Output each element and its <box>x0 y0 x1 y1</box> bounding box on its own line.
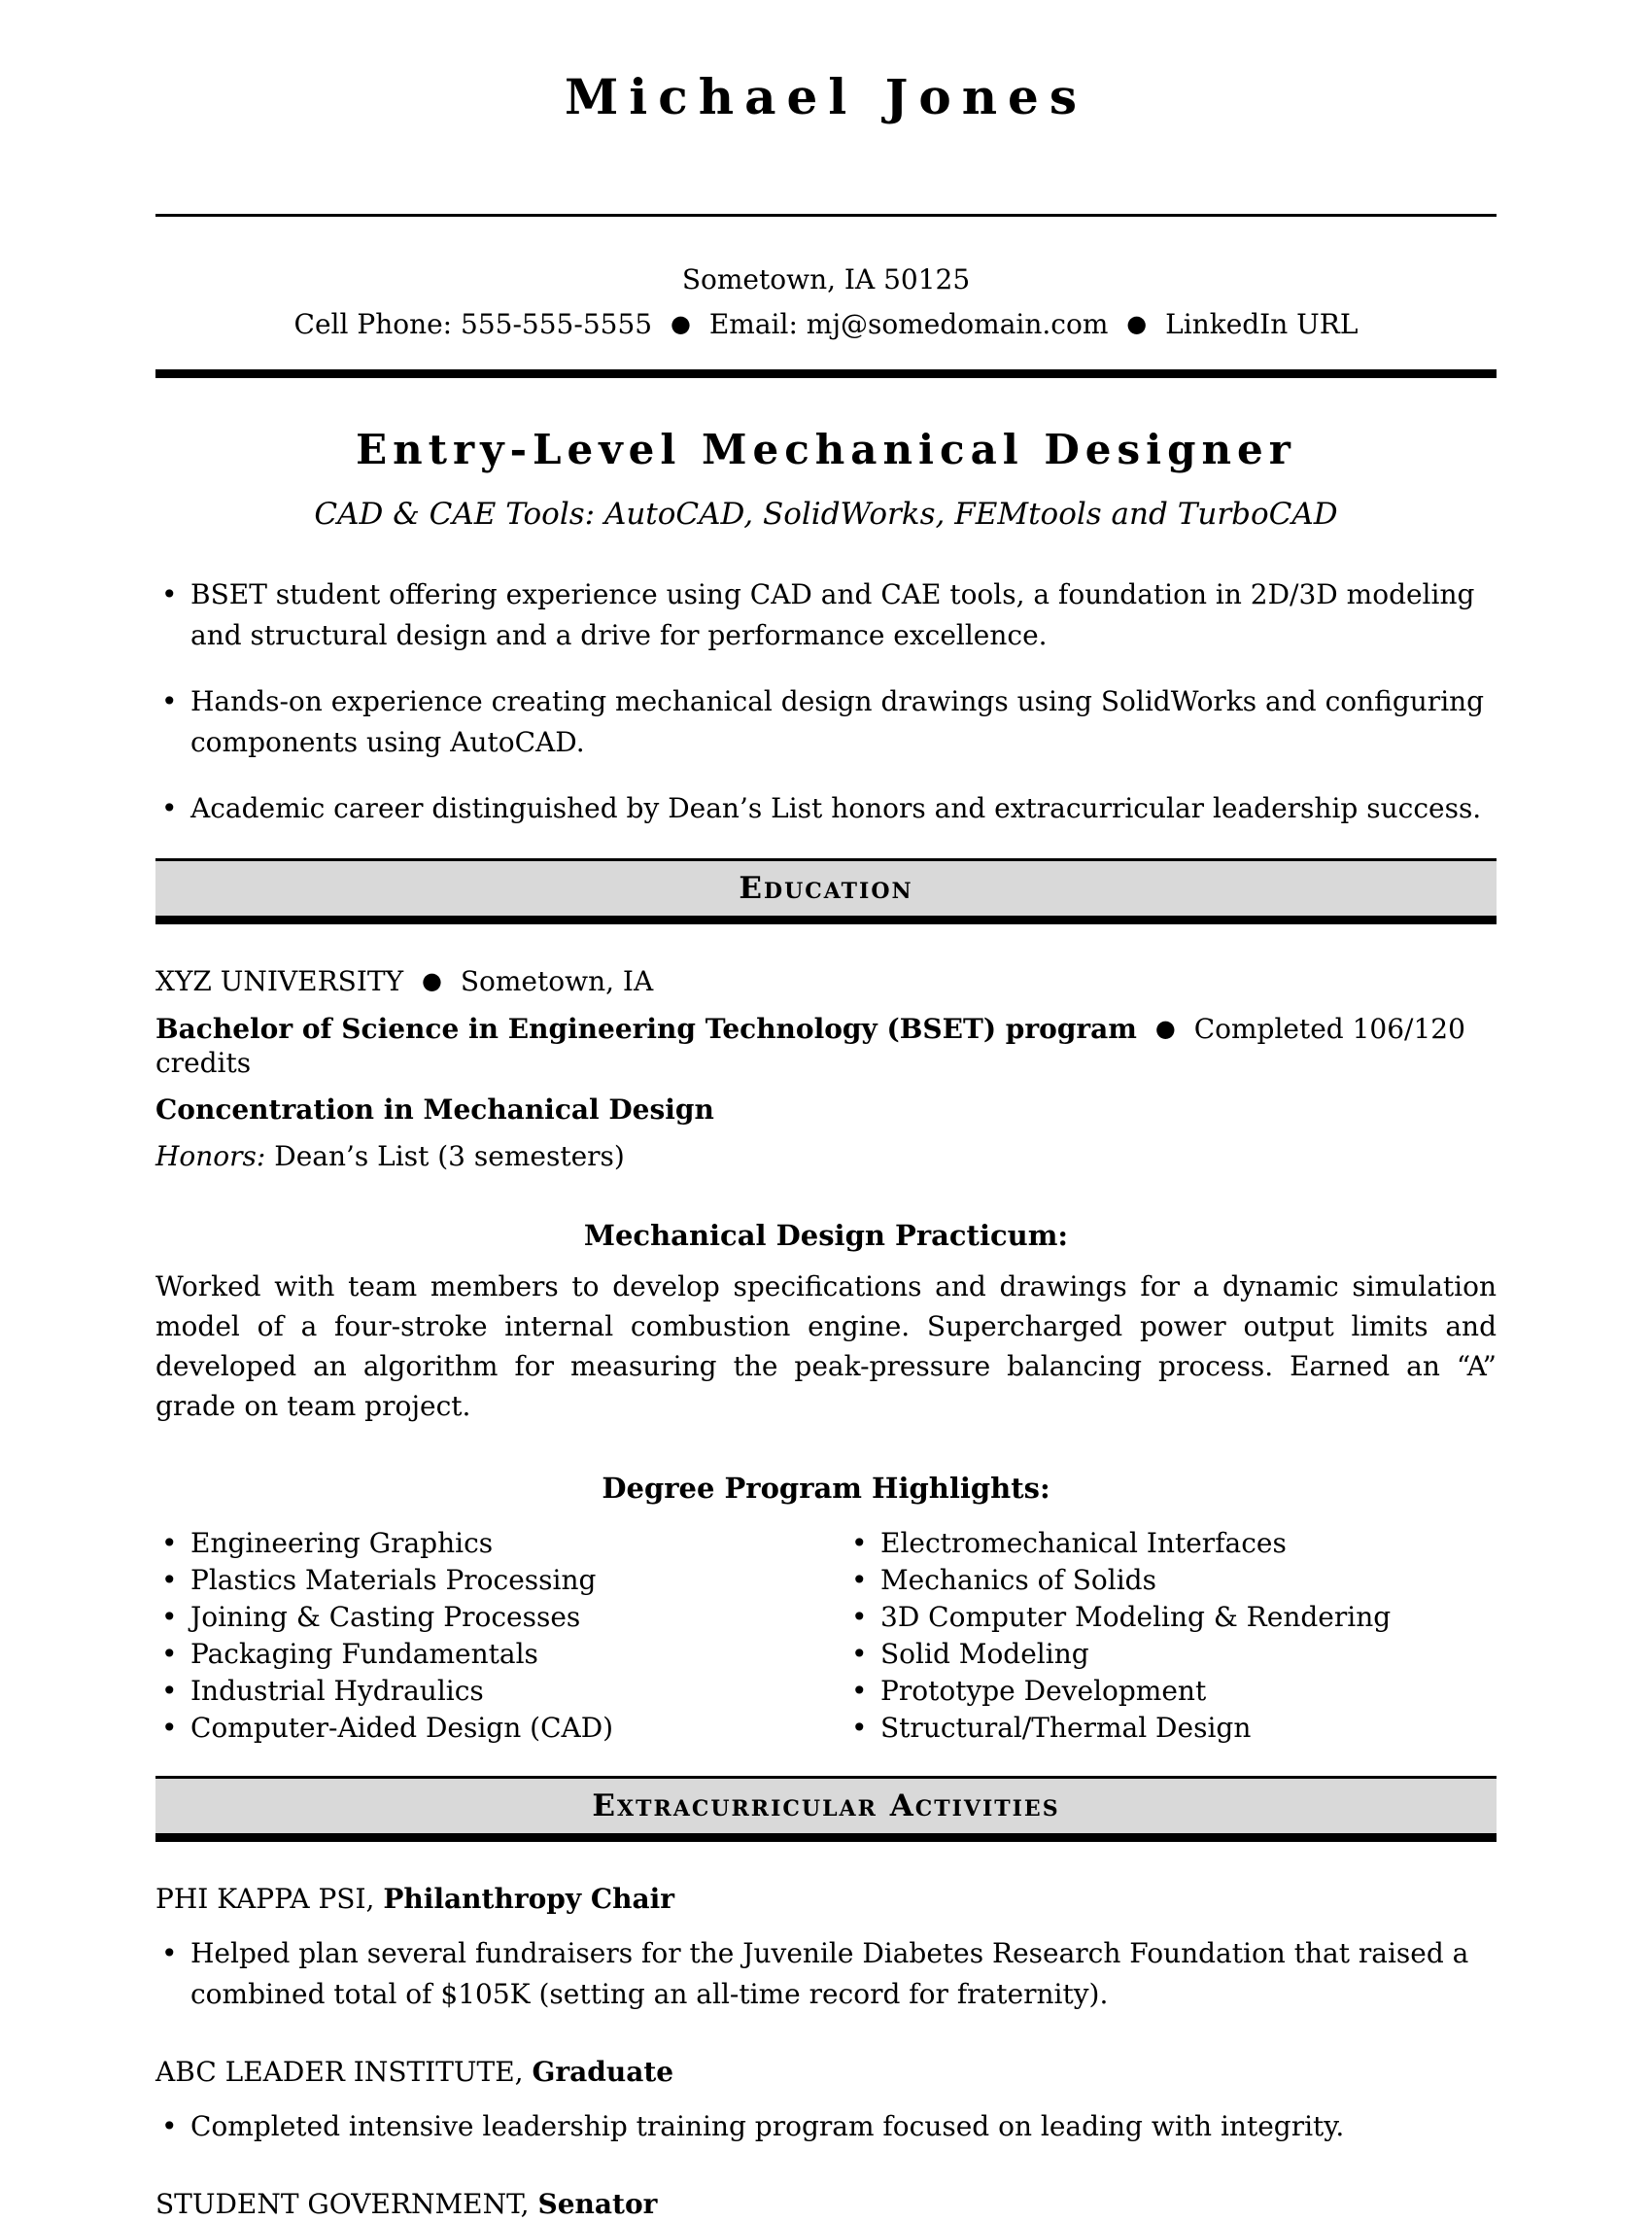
practicum-description: Worked with team members to develop specifications and drawings for a dynamic simulation model of a four-stroke internal combustion engine. Supercharged power output limits and developed an algorithm for measuring the peak-pressure balancing process. Earned an “A” grade on team project. <box>155 1270 1497 1422</box>
role-title: Philanthropy Chair <box>383 1883 675 1915</box>
extracurricular-header-label: Extracurricular Activities <box>592 1788 1060 1823</box>
highlight-item: • Electromechanical Interfaces <box>845 1525 1497 1562</box>
resume-header <box>155 68 1497 378</box>
section-header-education <box>155 858 1497 924</box>
extracurricular-entry <box>155 2056 1497 2147</box>
summary-bullet-item: • BSET student offering experience using CAD and CAE tools, a foundation in 2D/3D modeling and structural design and a drive for performance excellence. <box>155 574 1497 656</box>
highlights-right-list <box>845 1525 1497 1747</box>
bullet-separator-icon: ● <box>421 967 442 994</box>
role-title: Graduate <box>532 2056 674 2088</box>
entry-heading <box>155 2056 1497 2089</box>
organization-name: STUDENT GOVERNMENT, <box>155 2188 530 2220</box>
extracurricular-entry <box>155 1883 1497 2015</box>
role-title: Senator <box>537 2188 658 2220</box>
highlight-item: • Plastics Materials Processing <box>155 1562 807 1599</box>
highlight-item: • Packaging Fundamentals <box>155 1636 807 1673</box>
organization-name: ABC LEADER INSTITUTE, <box>155 2056 524 2088</box>
entry-heading <box>155 2188 1497 2221</box>
degree-line <box>155 1013 1497 1080</box>
entry-bullet-list <box>155 2106 1497 2147</box>
job-title: Entry-Level Mechanical Designer <box>356 426 1296 473</box>
contact-phone: Cell Phone: 555-555-5555 <box>293 308 653 340</box>
highlight-item: • Engineering Graphics <box>155 1525 807 1562</box>
headline-section <box>155 427 1497 532</box>
highlights-grid <box>155 1525 1497 1747</box>
extracurricular-section <box>155 1883 1497 2221</box>
highlight-item: • Joining & Casting Processes <box>155 1599 807 1636</box>
concentration-line: Concentration in Mechanical Design <box>155 1093 714 1126</box>
honors-label: Honors: <box>155 1140 266 1172</box>
highlight-item: • Structural/Thermal Design <box>845 1710 1497 1747</box>
highlight-item: • Solid Modeling <box>845 1636 1497 1673</box>
extracurricular-entry <box>155 2188 1497 2221</box>
education-section <box>155 965 1497 1747</box>
summary-bullet-item: • Academic career distinguished by Dean’s List honors and extracurricular leadership success. <box>155 788 1497 829</box>
degree-name: Bachelor of Science in Engineering Technology (BSET) program <box>155 1013 1137 1045</box>
entry-bullet-item: • Completed intensive leadership training program focused on leading with integrity. <box>155 2106 1497 2147</box>
bullet-separator-icon: ● <box>1154 1015 1176 1042</box>
degree-credits: Completed 106/120 credits <box>155 1013 1465 1079</box>
entry-bullet-list <box>155 1933 1497 2015</box>
highlights-left-list <box>155 1525 807 1747</box>
highlights-title: Degree Program Highlights: <box>602 1472 1050 1505</box>
highlight-item: • Industrial Hydraulics <box>155 1673 807 1710</box>
header-divider-thin <box>155 214 1497 217</box>
university-name: XYZ UNIVERSITY <box>155 965 404 997</box>
summary-bullet-item: • Hands-on experience creating mechanical design drawings using SolidWorks and configuring components using AutoCAD. <box>155 681 1497 763</box>
bullet-separator-icon: ● <box>1126 310 1148 337</box>
education-header-label: Education <box>739 871 913 906</box>
contact-email: Email: mj@somedomain.com <box>708 308 1109 340</box>
university-location: Sometown, IA <box>460 965 654 997</box>
contact-linkedin: LinkedIn URL <box>1165 308 1359 340</box>
address-line: Sometown, IA 50125 <box>681 263 971 295</box>
bullet-separator-icon: ● <box>671 310 691 337</box>
organization-name: PHI KAPPA PSI, <box>155 1883 375 1915</box>
candidate-name: Michael Jones <box>564 68 1088 125</box>
honors-value: Dean’s List (3 semesters) <box>274 1140 625 1172</box>
section-header-extracurricular <box>155 1776 1497 1842</box>
header-divider-thick <box>155 369 1497 378</box>
highlight-item: • 3D Computer Modeling & Rendering <box>845 1599 1497 1636</box>
practicum-title: Mechanical Design Practicum: <box>583 1219 1069 1252</box>
highlight-item: • Mechanics of Solids <box>845 1562 1497 1599</box>
contact-line <box>155 308 1497 342</box>
highlight-item: • Computer-Aided Design (CAD) <box>155 1710 807 1747</box>
summary-list <box>155 574 1497 829</box>
entry-heading <box>155 1883 1497 1916</box>
university-line <box>155 965 1497 999</box>
highlight-item: • Prototype Development <box>845 1673 1497 1710</box>
entry-bullet-item: • Helped plan several fundraisers for the Juvenile Diabetes Research Foundation that raised a combined total of $105K (setting an all-time record for fraternity). <box>155 1933 1497 2015</box>
honors-line <box>155 1140 1497 1173</box>
job-subtitle: CAD & CAE Tools: AutoCAD, SolidWorks, FEMtools and TurboCAD <box>314 497 1338 532</box>
